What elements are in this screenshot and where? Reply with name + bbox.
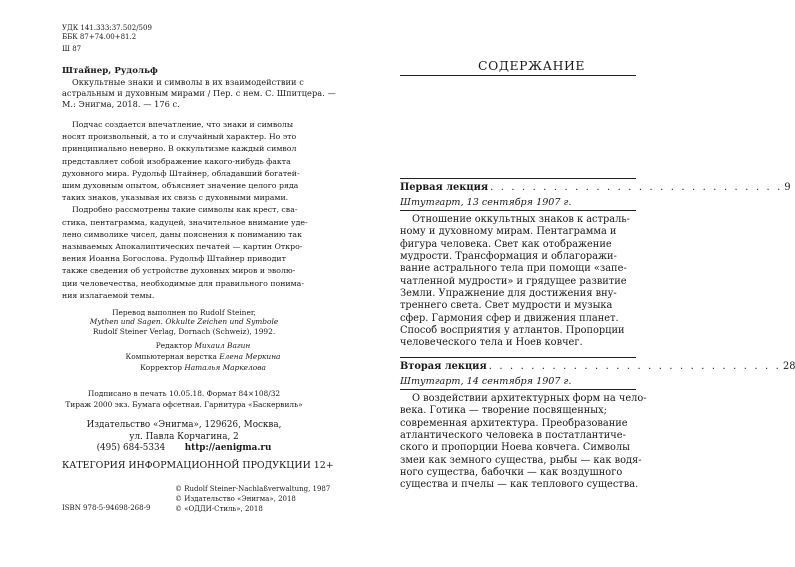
lecture-heading: Первая лекция — [400, 182, 489, 193]
phone: (495) 684-5334 — [96, 443, 166, 453]
annotation-line: таких знаков, указывая их связь с духовными мирами. — [62, 193, 289, 203]
lecture-summary — [400, 393, 647, 492]
annotation-line: ния излагаемой темы. — [62, 290, 155, 300]
contact-line — [62, 443, 306, 455]
annotation-line: называемых Апокалиптических печатей — картин Откро- — [62, 242, 303, 252]
summary-line: змеи как земного существа, рыбы — как водя- — [400, 454, 642, 466]
summary-line: ному и духовному мирам. Пентаграмма и — [400, 226, 617, 238]
annotation-line: носят произвольный, а то и случайный характер. Но это — [62, 132, 297, 142]
isbn: ISBN 978-5-94698-268-9 — [62, 504, 151, 512]
layout-name: Елена Меркина — [219, 352, 281, 361]
editor-label: Редактор — [155, 341, 192, 350]
age-category: КАТЕГОРИЯ ИНФОРМАЦИОННОЙ ПРОДУКЦИИ 12+ — [62, 460, 334, 471]
author-mark: Ш 87 — [62, 45, 82, 53]
lecture-place-date: Штутгарт, 14 сентября 1907 г. — [400, 376, 572, 387]
summary-line: ского и пропорции Ноева ковчега. Символы — [400, 442, 630, 454]
website-link[interactable]: http://aenigma.ru — [184, 443, 272, 453]
leader-dots: . . . . . . . . . . . . . . . . . . . . . . . . . . . . — [488, 361, 781, 372]
summary-line: мудрости. Трансформация и облагоражи- — [400, 251, 617, 263]
toc-entry-lecture-1[interactable] — [400, 182, 791, 194]
print-line: Подписано в печать 10.05.18. Формат 84×108/32 — [87, 389, 281, 398]
proof-credit — [98, 362, 308, 373]
layout-label: Компьютерная верстка — [125, 352, 217, 361]
credits — [98, 340, 308, 373]
copyright-line: © «ОДДИ-Стиль», 2018 — [175, 505, 263, 514]
record-line: Оккультные знаки и символы в их взаимодействии с — [72, 77, 304, 87]
summary-line: треннего света. Свет мудрости и музыка — [400, 300, 613, 312]
translation-line: Rudolf Steiner Verlag, Dornach (Schweiz), 1992. — [92, 326, 276, 336]
lecture-heading: Вторая лекция — [400, 361, 487, 372]
summary-line: существа и пчелы — как теплового существа. — [400, 479, 639, 491]
summary-line: фигура человека. Свет как отображение — [400, 238, 612, 250]
summary-line: человеческого тела и Ноев ковчег. — [400, 337, 583, 349]
summary-line: Земли. Упражнение для достижения вну- — [400, 288, 617, 300]
annotation-line: стика, пентаграмма, кадуцей, значительное внимание уде- — [62, 217, 308, 227]
proof-label: Корректор — [140, 363, 182, 372]
summary-line: вание астрального тела при помощи «запе- — [400, 263, 627, 275]
annotation-line: также сведения об устройстве духовных миров и эволю- — [62, 266, 296, 276]
record-line: М.: Энигма, 2018. — 176 с. — [62, 99, 180, 109]
annotation-line: шим духовным опытом, объясняет значение целого ряда — [62, 181, 299, 191]
publisher-block — [62, 420, 306, 455]
translation-line: Перевод выполнен по Rudolf Steiner, — [112, 308, 256, 317]
bbk-code: ББК 87+74.00+81.2 — [62, 33, 137, 41]
annotation-line: представляет собой изображение какого-нибудь факта — [62, 156, 291, 166]
page-number: 9 — [784, 182, 791, 193]
address-line: ул. Павла Корчагина, 2 — [129, 431, 239, 442]
copyright-block — [175, 484, 330, 515]
editor-name: Михаил Вагин — [194, 341, 251, 350]
translation-original-title: Mythen und Sagen. Okkulte Zeichen und Symbole — [89, 317, 279, 327]
lecture-top-rule — [400, 178, 636, 179]
leader-dots: . . . . . . . . . . . . . . . . . . . . . . . . . . . . — [490, 182, 783, 193]
summary-line: века. Готика — творение посвященных; — [400, 405, 607, 417]
contents-title: СОДЕРЖАНИЕ — [478, 58, 586, 73]
summary-line: атлантического человека в постатлантиче- — [400, 430, 626, 442]
summary-line: О воздействии архитектурных форм на чело- — [412, 393, 647, 404]
annotation-line: духовного мира. Рудольф Штайнер, обладавший богатей- — [62, 168, 300, 178]
annotation-line: вения Иоанна Богослова. Рудольф Штайнер приводит — [62, 254, 286, 264]
annotation-line: Подчас создается впечатление, что знаки и символы — [72, 120, 294, 129]
summary-line: чатленной мудрости» и грядущее развитие — [400, 275, 627, 287]
summary-line: Способ восприятия у атлантов. Пропорции — [400, 325, 625, 337]
copyright-line: © Издательство «Энигма», 2018 — [175, 495, 296, 504]
title-rule — [400, 75, 636, 76]
translation-source — [62, 308, 306, 336]
summary-line: ного существа, бабочки — как воздушного — [400, 467, 623, 479]
layout-credit — [98, 351, 308, 362]
author-heading: Штайнер, Рудольф — [62, 66, 158, 76]
annotation-line: ции человечества, необходимые для правильного понима- — [62, 278, 304, 288]
record-line: астральным и духовным мирами / Пер. с нем. С. Шпитцера. — — [62, 88, 336, 98]
lecture-bottom-rule — [400, 389, 636, 390]
editor-credit — [98, 340, 308, 351]
toc-entry-lecture-2[interactable] — [400, 361, 795, 373]
lecture-place-date: Штутгарт, 13 сентября 1907 г. — [400, 197, 572, 208]
summary-line: современная архитектура. Преобразование — [400, 417, 628, 429]
lecture-top-rule — [400, 357, 636, 358]
annotation-line: лено символике чисел, даны пояснения к пониманию так — [62, 229, 302, 239]
print-line: Тираж 2000 экз. Бумага офсетная. Гарнитура «Баскервиль» — [65, 400, 303, 409]
annotation-line: Подробно рассмотрены такие символы как крест, сва- — [72, 205, 298, 215]
publisher-line: Издательство «Энигма», 129626, Москва, — [86, 420, 282, 430]
page-number: 28 — [782, 361, 795, 372]
summary-line: сфер. Гармония сфер и движения планет. — [400, 312, 619, 324]
annotation — [62, 119, 306, 302]
udk-code: УДК 141.333:37.502/509 — [62, 24, 152, 32]
lecture-bottom-rule — [400, 210, 636, 211]
copyright-line: © Rudolf Steiner-Nachlaßverwaltung, 1987 — [175, 485, 331, 493]
print-details — [62, 388, 306, 410]
summary-line: Отношение оккультных знаков к астраль- — [412, 214, 630, 225]
lecture-summary — [400, 214, 630, 350]
annotation-line: принципиально неверно. В оккультизме каждый символ — [62, 144, 297, 154]
proof-name: Наталья Маркелова — [184, 363, 266, 372]
